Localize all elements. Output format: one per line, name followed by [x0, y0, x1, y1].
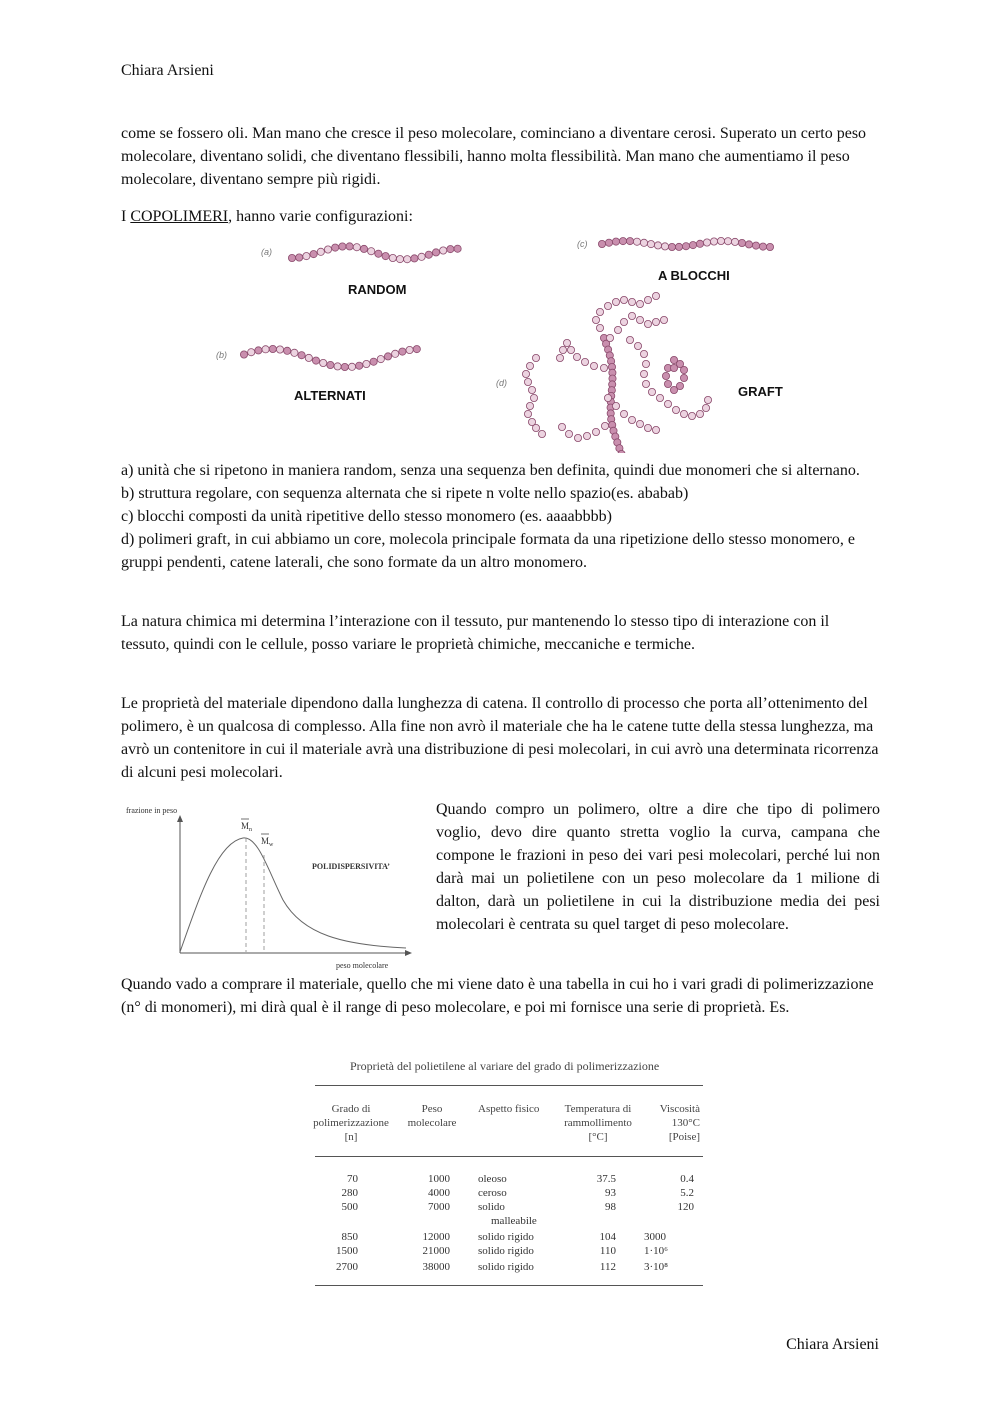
graft-side-chain-bead: [628, 312, 635, 319]
alternating-chain-bead: [377, 356, 384, 363]
random-chain-bead: [418, 253, 425, 260]
block-chain-bead: [759, 243, 766, 250]
alternating-chain-bead: [392, 350, 399, 357]
block-chain-bead: [745, 241, 752, 248]
block-chain-bead: [703, 239, 710, 246]
table-cell-aspetto-continued: malleabile: [491, 1215, 537, 1227]
random-chain-bead: [425, 251, 432, 258]
table-cell-temp: 98: [605, 1201, 616, 1213]
block-chain-bead: [724, 238, 731, 245]
page-header-author: Chiara Arsieni: [121, 62, 214, 79]
graft-side-chain-bead: [660, 316, 667, 323]
random-chain-bead: [339, 243, 346, 250]
random-chain-bead: [404, 256, 411, 263]
graft-side-chain-bead: [664, 400, 671, 407]
graft-side-chain-bead: [612, 402, 619, 409]
block-chain-bead: [738, 239, 745, 246]
table-title: Proprietà del polietilene al variare del grado di polimerizzazione: [350, 1059, 660, 1073]
table-cell-n: 2700: [336, 1261, 358, 1273]
block-chain-bead: [661, 243, 668, 250]
table-cell-aspetto: solido rigido: [478, 1231, 534, 1243]
table-cell-visc: 0.4: [680, 1173, 694, 1185]
alternating-chain-bead: [298, 352, 305, 359]
molecular-weight-distribution-chart: [118, 800, 418, 972]
random-chain-bead: [296, 254, 303, 261]
list-item-d: d) polimeri graft, in cui abbiamo un core, molecola principale formata da una ripetizione dello stesso monomero, e gruppi pendenti, catene laterali, che sono formate da un altro monomero.: [121, 531, 855, 571]
graft-side-chain-bead: [644, 320, 651, 327]
alternating-chain-bead: [363, 360, 370, 367]
graft-side-chain-bead: [581, 358, 588, 365]
paragraph-chain-length: Le proprietà del materiale dipendono dalla lunghezza di catena. Il controllo di processo che porta all’ottenimento del polimero, è un qualcosa di complesso. Alla fine non avrò il materiale che ha le catene tutte della stessa lunghezza, ma avrò un contenitore in cui il materiale avrà una distribuzione di pesi molecolari, in cui avrò una determinata ricorrenza di alcuni pesi molecolari.: [121, 695, 879, 781]
paragraph-buying-polymer: Quando compro un polimero, oltre a dire che tipo di polimero voglio, devo dire quanto stretta voglio la curva, campana che compone le frazioni in peso dei vari pesi molecolari, perché lui non darà mai un polietilene con un peso molecolare da 1 milione di dalton, darà un polietilene in cui la distribuzione media dei pesi molecolari è centrata su quel target di peso molecolare.: [436, 801, 880, 933]
graft-side-chain-bead: [522, 370, 529, 377]
graft-backbone-bead: [662, 372, 669, 379]
graft-side-chain-bead: [573, 353, 580, 360]
label-d: (d): [496, 378, 507, 388]
graft-side-chain-bead: [688, 412, 695, 419]
paragraph-material-table: Quando vado a comprare il materiale, quello che mi viene dato è una tabella in cui ho i vari gradi di polimerizzazione (n° di monomeri), mi dirà qual è il range di peso molecolare, e poi mi fornisce una serie di proprietà. Es.: [121, 976, 874, 1016]
header-temperatura: Temperatura di rammollimento [°C]: [564, 1103, 632, 1143]
block-chain-bead: [598, 240, 605, 247]
alternating-chain-bead: [276, 346, 283, 353]
block-chain-bead: [752, 242, 759, 249]
alternating-chain-bead: [255, 347, 262, 354]
graft-side-chain-bead: [532, 354, 539, 361]
graft-side-chain-bead: [600, 364, 607, 371]
table-cell-peso: 21000: [422, 1245, 450, 1257]
random-chain-bead: [332, 244, 339, 251]
label-a: (a): [261, 247, 272, 257]
table-cell-visc: 3·10⁸: [644, 1261, 668, 1273]
table-cell-aspetto: ceroso: [478, 1187, 507, 1199]
paragraph-copolymers-intro: [121, 205, 881, 228]
graft-side-chain-bead: [680, 410, 687, 417]
graft-side-chain-bead: [592, 316, 599, 323]
alternating-chain-bead: [334, 363, 341, 370]
table-cell-visc: 5.2: [680, 1187, 694, 1199]
graft-side-chain-bead: [640, 350, 647, 357]
graft-side-chain-bead: [702, 404, 709, 411]
block-chain-bead: [668, 243, 675, 250]
graft-side-chain-bead: [526, 362, 533, 369]
graft-side-chain-bead: [590, 362, 597, 369]
table-cell-visc: 120: [677, 1201, 694, 1213]
random-chain-bead: [382, 253, 389, 260]
table-cell-n: 70: [347, 1173, 358, 1185]
graft-side-chain-bead: [636, 300, 643, 307]
list-item-c: c) blocchi composti da unità ripetitive dello stesso monomero (es. aaaabbbb): [121, 508, 612, 525]
x-axis-arrow: [405, 950, 412, 956]
table-cell-peso: 1000: [428, 1173, 450, 1185]
block-chain-bead: [647, 241, 654, 248]
table-cell-peso: 12000: [422, 1231, 450, 1243]
graft-side-chain-bead: [642, 360, 649, 367]
graft-side-chain-bead: [604, 394, 611, 401]
table-cell-aspetto: solido: [478, 1201, 505, 1213]
header-peso: Peso molecolare: [407, 1103, 457, 1129]
graft-side-chain-bead: [556, 354, 563, 361]
block-chain-bead: [633, 238, 640, 245]
graft-side-chain-bead: [538, 430, 545, 437]
table-cell-n: 500: [341, 1201, 358, 1213]
random-chain-bead: [432, 249, 439, 256]
random-chain-bead: [396, 256, 403, 263]
random-chain-bead: [454, 245, 461, 252]
y-axis-label: frazione in peso: [126, 806, 178, 815]
table-bottom-rule: [315, 1285, 703, 1286]
table-cell-temp: 110: [599, 1245, 616, 1257]
polyethylene-properties-table: [310, 1055, 710, 1290]
graft-side-chain-bead: [620, 410, 627, 417]
block-chain-bead: [654, 242, 661, 249]
graft-side-chain-bead: [642, 380, 649, 387]
random-chain-bead: [324, 246, 331, 253]
label-alternati: ALTERNATI: [294, 388, 366, 403]
alternating-chain-bead: [320, 359, 327, 366]
alternating-chain-bead: [284, 347, 291, 354]
block-chain-bead: [766, 243, 773, 250]
graft-backbone-bead: [680, 374, 687, 381]
alternating-chain-bead: [370, 358, 377, 365]
copolymer-description-list: [121, 459, 881, 574]
random-chain-bead: [353, 244, 360, 251]
polydispersity-label: POLIDISPERSIVITA’: [312, 862, 390, 871]
graft-side-chain-bead: [563, 339, 570, 346]
header-aspetto: Aspetto fisico: [478, 1103, 540, 1115]
random-chain-bead: [310, 251, 317, 258]
random-chain-bead: [375, 250, 382, 257]
graft-side-chain-bead: [524, 410, 531, 417]
graft-side-chain-bead: [612, 298, 619, 305]
alternating-chain-bead: [406, 346, 413, 353]
graft-side-chain-bead: [606, 334, 613, 341]
table-cell-peso: 38000: [422, 1261, 450, 1273]
alternating-chain-bead: [384, 353, 391, 360]
block-chain-bead: [731, 238, 738, 245]
graft-side-chain-bead: [528, 386, 535, 393]
copolymers-term: COPOLIMERI: [130, 208, 229, 225]
block-chain-bead: [717, 237, 724, 244]
graft-backbone-bead: [664, 380, 671, 387]
table-top-rule: [315, 1085, 703, 1086]
copolymer-configurations-figure: [200, 228, 820, 453]
block-chain-bead: [605, 239, 612, 246]
graft-side-chain-bead: [567, 346, 574, 353]
graft-side-chain-bead: [532, 424, 539, 431]
alternating-chain-bead: [305, 354, 312, 361]
alternating-chain-bead: [262, 346, 269, 353]
graft-side-chain-bead: [628, 298, 635, 305]
graft-side-chain-bead: [656, 394, 663, 401]
mw-label: $M_w$: [261, 836, 274, 848]
table-cell-temp: 37.5: [596, 1173, 616, 1185]
copolymers-prefix: I: [121, 208, 131, 225]
alternating-chain-bead: [291, 349, 298, 356]
graft-side-chain-bead: [530, 394, 537, 401]
block-chain-bead: [626, 238, 633, 245]
random-chain-bead: [303, 253, 310, 260]
header-viscosita: Viscosità 130°C [Poise]: [659, 1103, 700, 1143]
alternating-chain-bead: [312, 357, 319, 364]
mn-label: $M_n$: [241, 821, 253, 833]
graft-side-chain-bead: [596, 308, 603, 315]
graft-side-chain-bead: [626, 336, 633, 343]
graft-side-chain-bead: [526, 402, 533, 409]
random-chain-bead: [346, 243, 353, 250]
graft-side-chain-bead: [644, 296, 651, 303]
graft-side-chain-bead: [559, 346, 566, 353]
alternating-chain-bead: [248, 349, 255, 356]
graft-side-chain-bead: [574, 434, 581, 441]
graft-side-chain-bead: [583, 432, 590, 439]
random-chain-bead: [360, 245, 367, 252]
graft-side-chain-bead: [644, 424, 651, 431]
page-footer-author: Chiara Arsieni: [786, 1336, 879, 1353]
copolymers-suffix: , hanno varie configurazioni:: [228, 208, 413, 225]
graft-side-chain-bead: [620, 296, 627, 303]
random-chain-bead: [368, 248, 375, 255]
random-chain-bead: [389, 254, 396, 261]
list-item-b: b) struttura regolare, con sequenza alternata che si ripete n volte nello spazio(es. ababab): [121, 485, 689, 502]
random-chain-bead: [440, 247, 447, 254]
graft-side-chain-bead: [636, 420, 643, 427]
block-chain-bead: [710, 238, 717, 245]
graft-side-chain-bead: [614, 326, 621, 333]
graft-side-chain-bead: [636, 316, 643, 323]
block-chain-bead: [675, 243, 682, 250]
table-cell-peso: 7000: [428, 1201, 450, 1213]
random-chain-bead: [411, 255, 418, 262]
table-cell-n: 850: [341, 1231, 358, 1243]
table-cell-n: 1500: [336, 1245, 358, 1257]
label-c: (c): [577, 239, 588, 249]
table-cell-temp: 112: [599, 1261, 616, 1273]
label-b: (b): [216, 350, 227, 360]
graft-side-chain-bead: [652, 292, 659, 299]
graft-side-chain-bead: [640, 370, 647, 377]
paragraph-oils: come se fossero oli. Man mano che cresce il peso molecolare, cominciano a diventare cerosi. Superato un certo peso molecolare, diventano solidi, che diventano flessibili, hanno molta flessibilità. Man mano che aumentiamo il peso molecolare, diventano sempre più rigidi.: [121, 125, 867, 188]
graft-side-chain-bead: [628, 416, 635, 423]
alternating-chain-bead: [356, 362, 363, 369]
table-cell-n: 280: [341, 1187, 358, 1199]
alternating-chain-bead: [240, 351, 247, 358]
block-chain-bead: [640, 239, 647, 246]
alternating-chain-bead: [399, 348, 406, 355]
distribution-curve: [180, 838, 406, 952]
block-chain-bead: [689, 242, 696, 249]
x-axis-label: peso molecolare: [336, 961, 389, 970]
table-cell-peso: 4000: [428, 1187, 450, 1199]
label-random: RANDOM: [348, 282, 407, 297]
graft-side-chain-bead: [696, 410, 703, 417]
table-cell-temp: 93: [605, 1187, 616, 1199]
alternating-chain-bead: [348, 363, 355, 370]
graft-side-chain-bead: [596, 324, 603, 331]
graft-side-chain-bead: [524, 378, 531, 385]
block-chain-bead: [682, 243, 689, 250]
graft-side-chain-bead: [652, 318, 659, 325]
graft-side-chain-bead: [652, 426, 659, 433]
label-a-blocchi: A BLOCCHI: [658, 268, 730, 283]
random-chain-bead: [288, 254, 295, 261]
graft-side-chain-bead: [704, 396, 711, 403]
graft-backbone-bead: [676, 382, 683, 389]
alternating-chain-bead: [269, 345, 276, 352]
graft-side-chain-bead: [648, 388, 655, 395]
graft-side-chain-bead: [620, 318, 627, 325]
table-cell-temp: 104: [599, 1231, 616, 1243]
table-cell-aspetto: solido rigido: [478, 1261, 534, 1273]
block-chain-bead: [696, 240, 703, 247]
block-chain-bead: [619, 238, 626, 245]
graft-side-chain-bead: [565, 430, 572, 437]
random-chain-bead: [317, 248, 324, 255]
random-chain-bead: [447, 246, 454, 253]
graft-side-chain-bead: [592, 428, 599, 435]
label-graft: GRAFT: [738, 384, 783, 399]
block-chain-bead: [612, 238, 619, 245]
graft-side-chain-bead: [604, 302, 611, 309]
graft-side-chain-bead: [634, 342, 641, 349]
table-cell-aspetto: solido rigido: [478, 1245, 534, 1257]
graft-side-chain-bead: [601, 422, 608, 429]
alternating-chain-bead: [327, 361, 334, 368]
table-cell-visc: 1·10⁶: [644, 1245, 668, 1257]
graft-side-chain-bead: [672, 406, 679, 413]
alternating-chain-bead: [413, 346, 420, 353]
header-grado: Grado di polimerizzazione [n]: [313, 1103, 389, 1143]
table-cell-visc: 3000: [644, 1231, 666, 1243]
paragraph-chemical-nature: La natura chimica mi determina l’interazione con il tessuto, pur mantenendo lo stesso tipo di interazione con il tessuto, quindi con le cellule, posso variare le proprietà chimiche, meccaniche e termiche.: [121, 613, 830, 653]
list-item-a: a) unità che si ripetono in maniera random, senza una sequenza ben definita, quindi due monomeri che si alternano.: [121, 462, 860, 479]
table-header-rule: [315, 1156, 703, 1157]
table-cell-aspetto: oleoso: [478, 1173, 507, 1185]
alternating-chain-bead: [341, 363, 348, 370]
y-axis-arrow: [177, 815, 183, 822]
graft-side-chain-bead: [558, 423, 565, 430]
graft-backbone-bead: [670, 364, 677, 371]
